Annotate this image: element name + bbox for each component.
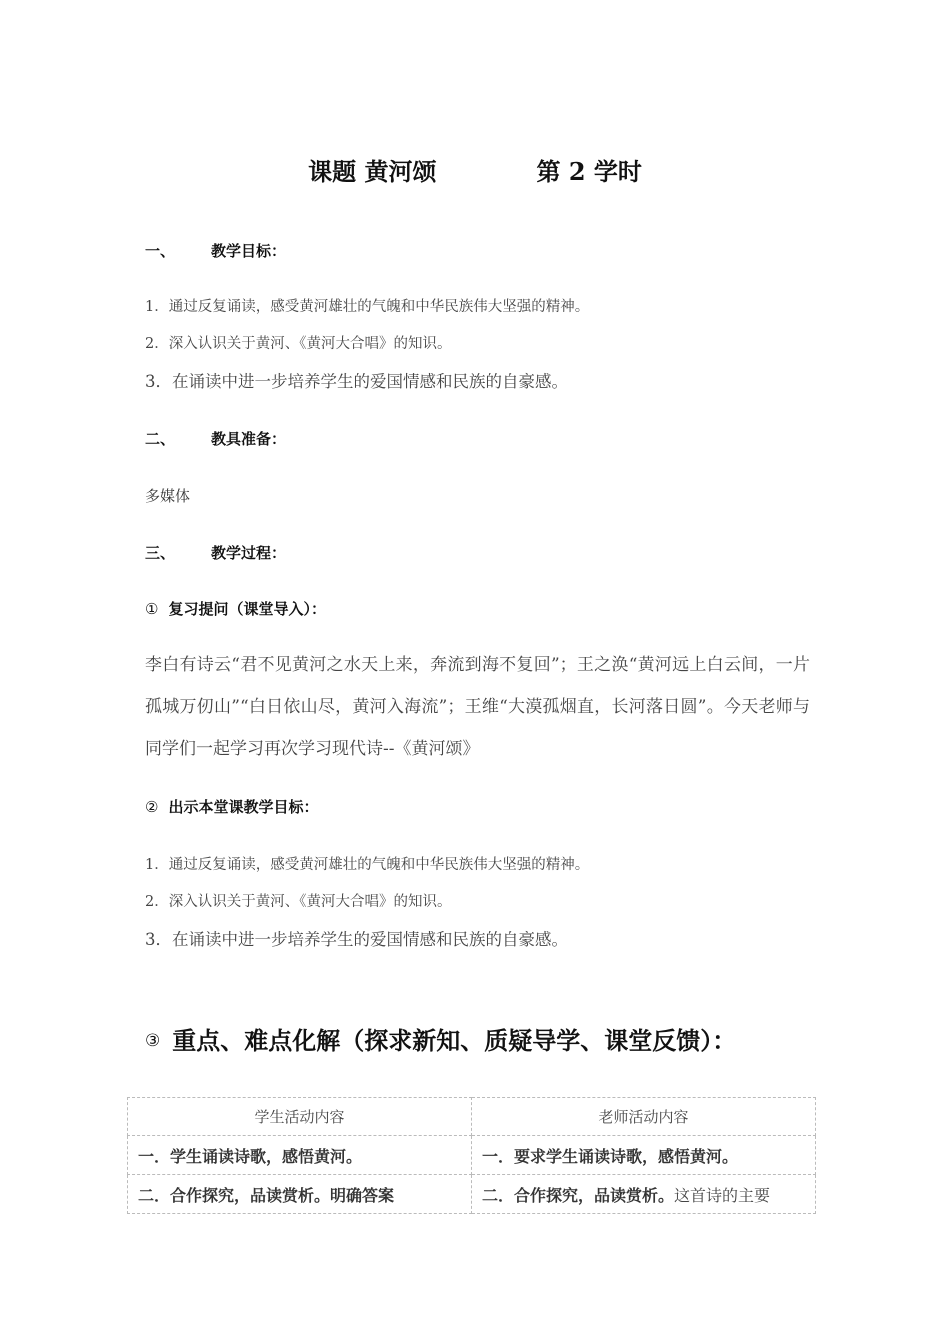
step-heading-goals xyxy=(145,796,318,817)
section-label: 教具准备： xyxy=(211,430,287,448)
goal-item-3: 3．在诵读中进一步培养学生的爱国情感和民族的自豪感。 xyxy=(145,372,568,391)
lesson-period: 第 2 学时 xyxy=(536,157,642,186)
goal2-item-2: 2．深入认识关于黄河、《黄河大合唱》的知识。 xyxy=(145,894,452,910)
teacher-activity-text: 一．要求学生诵读诗歌，感悟黄河。 xyxy=(482,1146,739,1166)
step-label: 复习提问（课堂导入）： xyxy=(168,600,326,618)
step-heading-review xyxy=(145,598,326,619)
student-activity: 二．合作探究，品读赏析。明确答案 xyxy=(128,1175,472,1214)
goal-item-1: 1．通过反复诵读，感受黄河雄壮的气魄和中华民族伟大坚强的精神。 xyxy=(145,299,590,315)
header-student: 学生活动内容 xyxy=(128,1098,472,1136)
section-heading-process xyxy=(145,542,286,563)
step-number: ① xyxy=(145,600,159,618)
lesson-title: 课题 黄河颂 xyxy=(308,157,437,186)
table-row xyxy=(128,1175,816,1214)
activity-table xyxy=(127,1097,816,1214)
step-number: ② xyxy=(145,798,159,816)
step-label: 出示本堂课教学目标： xyxy=(168,798,319,816)
header-teacher: 老师活动内容 xyxy=(472,1098,816,1136)
page-title xyxy=(0,152,950,187)
goal-item-2: 2．深入认识关于黄河、《黄河大合唱》的知识。 xyxy=(145,336,452,352)
teacher-activity xyxy=(472,1175,816,1214)
tools-text: 多媒体 xyxy=(145,487,191,505)
goal2-item-1: 1．通过反复诵读，感受黄河雄壮的气魄和中华民族伟大坚强的精神。 xyxy=(145,857,590,873)
teacher-activity-text: 二．合作探究，品读赏析。 xyxy=(482,1185,675,1205)
section-label: 教学目标： xyxy=(211,242,287,260)
step-heading-keypoints xyxy=(145,1021,736,1056)
student-activity: 一．学生诵读诗歌，感悟黄河。 xyxy=(128,1136,472,1175)
section-number: 二、 xyxy=(145,430,176,448)
step-label: 重点、难点化解（探求新知、质疑导学、课堂反馈）： xyxy=(172,1026,737,1055)
table-header-row xyxy=(128,1098,816,1136)
teacher-activity xyxy=(472,1136,816,1175)
intro-paragraph: 李白有诗云“君不见黄河之水天上来，奔流到海不复回”；王之涣“黄河远上白云间，一片孤城万仞山”“白日依山尽，黄河入海流”；王维“大漠孤烟直，长河落日圆”。今天老师与同学们一起学习再次学习现代诗--《黄河颂》 xyxy=(145,655,810,759)
section-number: 一、 xyxy=(145,242,176,260)
section-number: 三、 xyxy=(145,544,176,562)
teacher-activity-extra: 这首诗的主要 xyxy=(674,1185,771,1205)
step-number: ③ xyxy=(145,1031,161,1051)
goal2-item-3: 3．在诵读中进一步培养学生的爱国情感和民族的自豪感。 xyxy=(145,930,568,949)
section-label: 教学过程： xyxy=(211,544,287,562)
section-heading-tools xyxy=(145,428,286,449)
table-row xyxy=(128,1136,816,1175)
section-heading-goals xyxy=(145,240,286,261)
